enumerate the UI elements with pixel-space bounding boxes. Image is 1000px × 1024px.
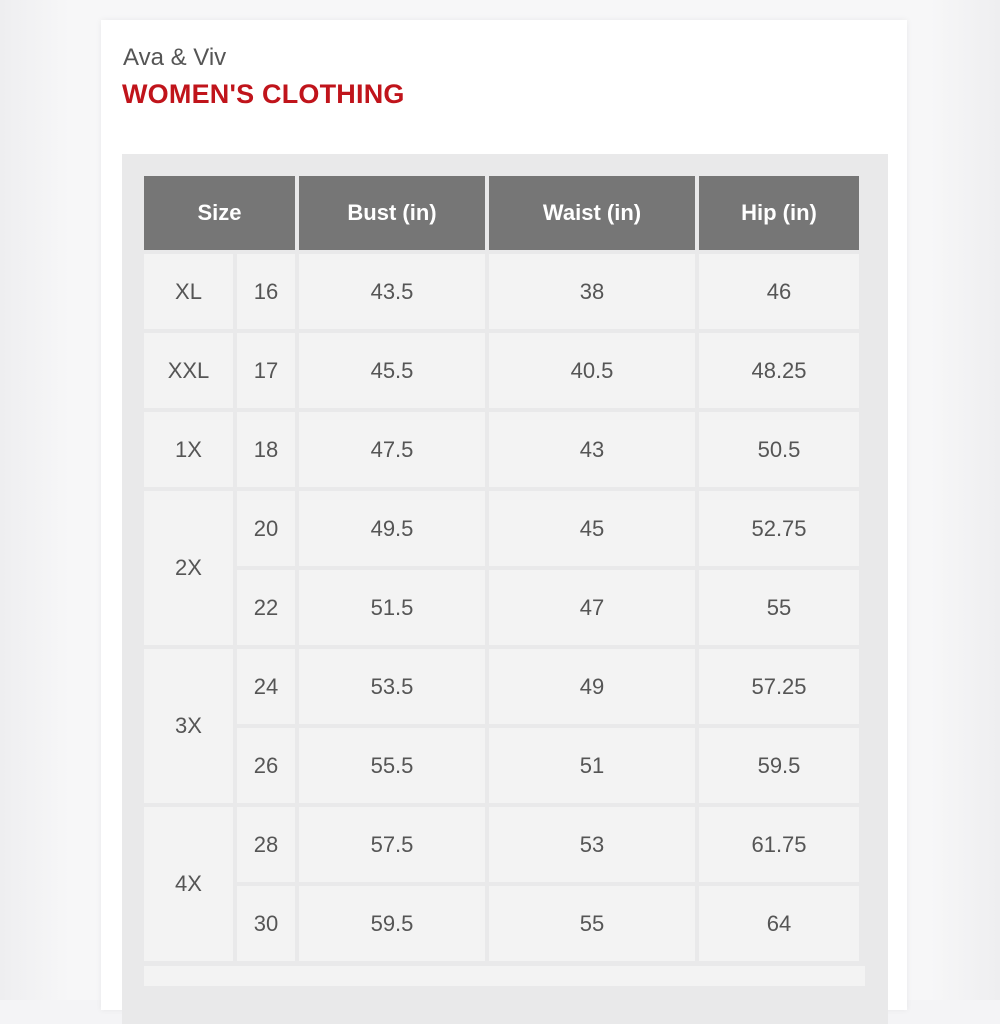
size-number-cell: 26 [237, 728, 295, 803]
bust-cell: 59.5 [299, 886, 485, 961]
hip-cell: 48.25 [699, 333, 859, 408]
hip-cell: 52.75 [699, 491, 859, 566]
table-row [144, 570, 859, 645]
bust-cell: 53.5 [299, 649, 485, 724]
size-number-cell: 16 [237, 254, 295, 329]
size-number-cell: 18 [237, 412, 295, 487]
size-number-cell: 24 [237, 649, 295, 724]
waist-cell: 49 [489, 649, 695, 724]
size-label-cell: 3X [144, 649, 233, 803]
column-header-size: Size [144, 176, 295, 250]
size-number-cell: 28 [237, 807, 295, 882]
bust-cell: 43.5 [299, 254, 485, 329]
size-table [140, 172, 863, 965]
hip-cell: 59.5 [699, 728, 859, 803]
hip-cell: 61.75 [699, 807, 859, 882]
size-label-cell: XXL [144, 333, 233, 408]
bust-cell: 45.5 [299, 333, 485, 408]
size-number-cell: 22 [237, 570, 295, 645]
bust-cell: 57.5 [299, 807, 485, 882]
table-row [144, 333, 859, 408]
size-label-cell: 2X [144, 491, 233, 645]
bust-cell: 55.5 [299, 728, 485, 803]
table-row [144, 491, 859, 566]
table-row [144, 254, 859, 329]
waist-cell: 40.5 [489, 333, 695, 408]
hip-cell: 50.5 [699, 412, 859, 487]
brand-name: Ava & Viv [123, 44, 227, 71]
table-row [144, 807, 859, 882]
size-number-cell: 20 [237, 491, 295, 566]
bust-cell: 51.5 [299, 570, 485, 645]
size-label-cell: XL [144, 254, 233, 329]
table-row [144, 728, 859, 803]
column-header-bust: Bust (in) [299, 176, 485, 250]
table-footer-strip [144, 966, 865, 986]
hip-cell: 64 [699, 886, 859, 961]
waist-cell: 43 [489, 412, 695, 487]
hip-cell: 55 [699, 570, 859, 645]
waist-cell: 38 [489, 254, 695, 329]
hip-cell: 46 [699, 254, 859, 329]
size-label-cell: 1X [144, 412, 233, 487]
size-number-cell: 17 [237, 333, 295, 408]
waist-cell: 51 [489, 728, 695, 803]
hip-cell: 57.25 [699, 649, 859, 724]
table-header-row [144, 176, 859, 250]
table-row [144, 649, 859, 724]
waist-cell: 53 [489, 807, 695, 882]
waist-cell: 45 [489, 491, 695, 566]
waist-cell: 55 [489, 886, 695, 961]
column-header-waist: Waist (in) [489, 176, 695, 250]
size-label-cell: 4X [144, 807, 233, 961]
bust-cell: 49.5 [299, 491, 485, 566]
size-number-cell: 30 [237, 886, 295, 961]
waist-cell: 47 [489, 570, 695, 645]
size-chart-card [101, 20, 907, 1010]
table-row [144, 886, 859, 961]
category-title: WOMEN'S CLOTHING [122, 79, 405, 109]
column-header-hip: Hip (in) [699, 176, 859, 250]
table-row [144, 412, 859, 487]
bust-cell: 47.5 [299, 412, 485, 487]
size-table-panel [122, 154, 888, 1024]
